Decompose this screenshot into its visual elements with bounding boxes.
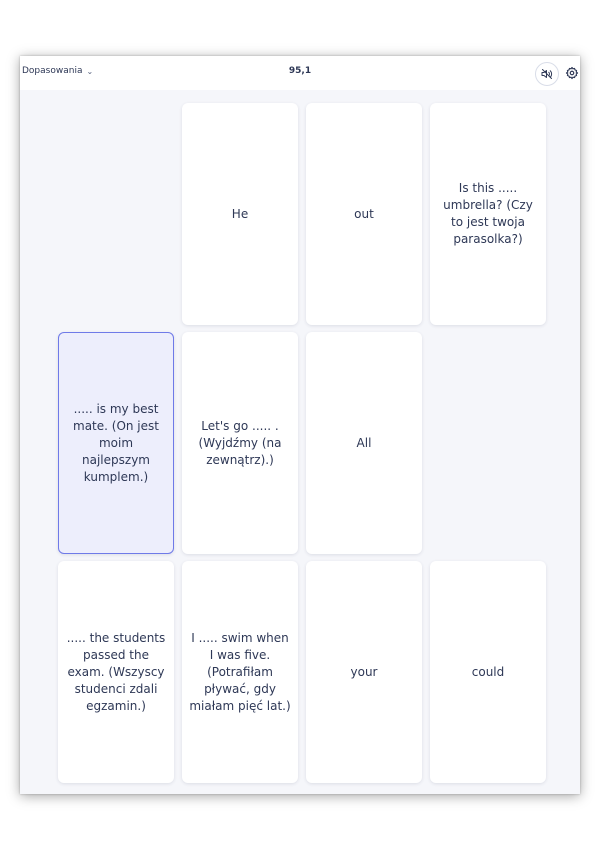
- card-text: Let's go ..... . (Wyjdźmy (na zewnątrz).): [198, 418, 282, 467]
- match-card[interactable]: [182, 103, 298, 325]
- card-text: Is this ..... umbrella? (Czy to jest twoja parasolka?): [443, 181, 533, 246]
- card-text: I ..... swim when I was five. (Potrafiłam pływać, gdy miałam pięć lat.): [189, 630, 291, 713]
- match-card[interactable]: [182, 561, 298, 783]
- match-board: [20, 90, 580, 794]
- top-bar: [20, 56, 580, 90]
- match-card[interactable]: [430, 103, 546, 325]
- gear-icon: [565, 66, 579, 80]
- card-text: could: [471, 664, 505, 679]
- settings-button[interactable]: [561, 62, 580, 84]
- match-card[interactable]: [58, 561, 174, 783]
- card-text: He: [231, 206, 249, 221]
- card-text: ..... is my best mate. (On jest moim najlepszym kumplem.): [73, 401, 159, 484]
- app-window: [20, 56, 580, 794]
- chevron-down-icon: ⌄: [86, 66, 94, 76]
- sound-off-icon: [541, 68, 553, 80]
- match-card[interactable]: [182, 332, 298, 554]
- mode-label: Dopasowania: [22, 66, 83, 76]
- sound-toggle-button[interactable]: [535, 62, 559, 86]
- match-card[interactable]: [430, 561, 546, 783]
- timer: 95,1: [288, 66, 312, 76]
- match-card[interactable]: [306, 561, 422, 783]
- card-text: All: [356, 435, 372, 450]
- match-card[interactable]: [306, 103, 422, 325]
- match-card[interactable]: [306, 332, 422, 554]
- card-text: ..... the students passed the exam. (Wszyscy studenci zdali egzamin.): [66, 630, 166, 713]
- card-text: out: [354, 206, 374, 221]
- card-text: your: [350, 664, 378, 679]
- match-card-selected[interactable]: [58, 332, 174, 554]
